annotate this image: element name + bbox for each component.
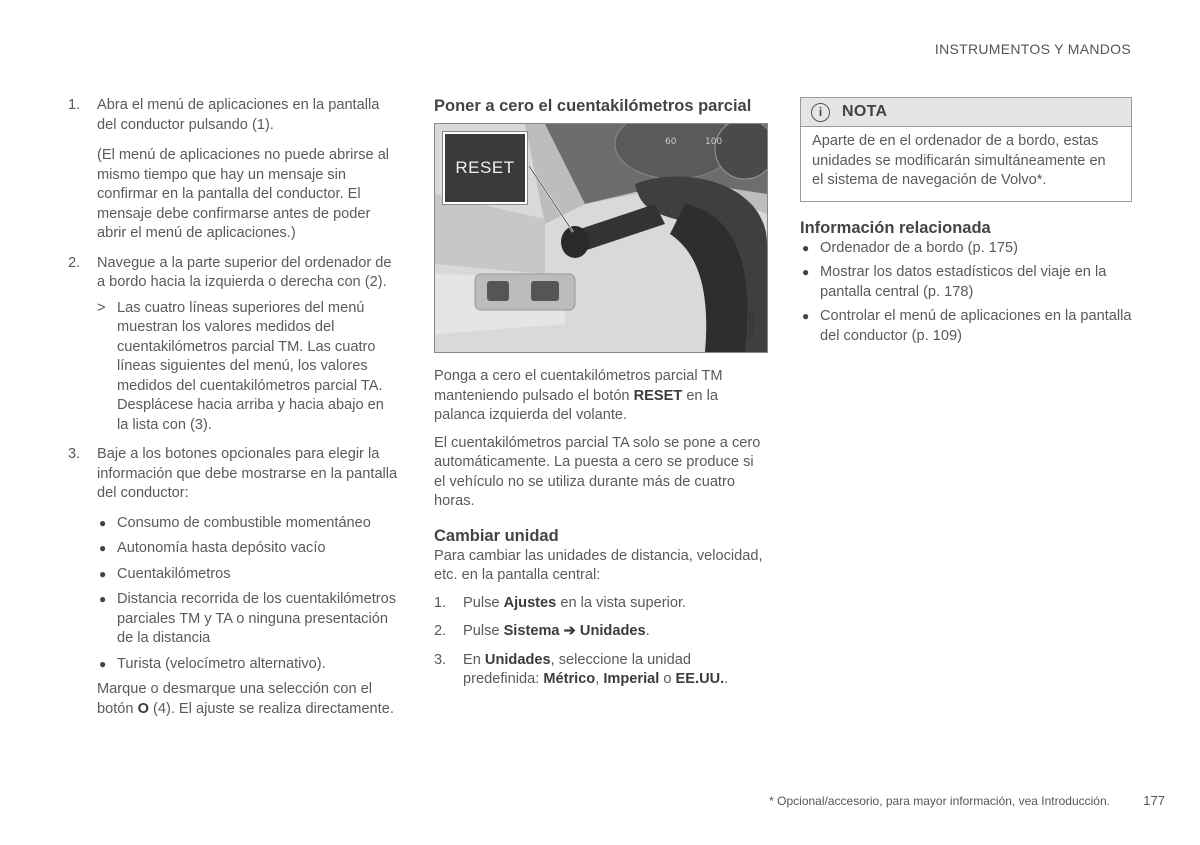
note-title: NOTA bbox=[842, 103, 888, 121]
imperial-option: Imperial bbox=[603, 671, 660, 687]
reset-figure bbox=[434, 123, 768, 353]
bullet-icon: ● bbox=[99, 515, 107, 530]
related-link[interactable]: ● Ordenador de a bordo (p. 175) bbox=[800, 239, 1132, 259]
step-1-note: (El menú de aplicaciones no puede abrirse al mismo tiempo que hay un mensaje sin confirmar en la pantalla del conductor. El mensaje debe confirmarse antes de poder abrir el menú de aplicaciones.) bbox=[97, 147, 390, 241]
bullet-icon: ● bbox=[802, 265, 810, 279]
list-item: ● Distancia recorrida de los cuentakilómetros parciales TM y TA o ninguna presentación de la distancia bbox=[99, 591, 397, 646]
step-1-text: Abra el menú de aplicaciones en la pantalla del conductor pulsando (1). bbox=[97, 97, 380, 133]
column-left bbox=[68, 96, 398, 729]
bullet-icon: ● bbox=[99, 656, 107, 671]
unit-step-1: 1. Pulse Ajustes en la vista superior. bbox=[434, 594, 687, 611]
step-2 bbox=[68, 254, 398, 436]
reset-button-callout: RESET bbox=[443, 132, 527, 204]
reset-paragraph: Ponga a cero el cuentakilómetros parcial TM manteniendo pulsado el botón RESET en la palanca izquierda del volante. bbox=[434, 368, 723, 423]
step-1-number: 1. bbox=[68, 97, 81, 113]
column-right bbox=[800, 96, 1132, 351]
step-3 bbox=[68, 445, 398, 719]
key-o: O bbox=[137, 700, 149, 717]
bullet-icon: ● bbox=[99, 566, 107, 581]
step-2-text: Navegue a la parte superior del ordenador de a bordo hacia la izquierda o derecha con (2). bbox=[97, 254, 392, 290]
bullet-icon: ● bbox=[99, 592, 107, 606]
list-item: ● Cuentakilómetros bbox=[97, 565, 398, 585]
step-2-result-text: Las cuatro líneas superiores del menú muestran los valores medidos del cuentakilómetros parcial TM. Las cuatro líneas siguientes del menú, los valores medidos del cuentakilómetros parcial TA. Desplácese hacia arriba y hacia abajo en la lista con (3). bbox=[117, 299, 384, 433]
ta-paragraph: El cuentakilómetros parcial TA solo se pone a cero automáticamente. La puesta a cero se produce si el vehículo no se utiliza durante más de cuatro horas. bbox=[434, 434, 761, 509]
step-1 bbox=[68, 96, 398, 244]
step-2-result bbox=[97, 299, 398, 436]
unit-heading: Cambiar unidad bbox=[434, 526, 559, 545]
list-item: ● Turista (velocímetro alternativo). bbox=[97, 655, 398, 675]
related-title: Información relacionada bbox=[800, 218, 991, 237]
metrico-option: Métrico bbox=[543, 671, 596, 687]
bullet-icon: ● bbox=[802, 240, 810, 255]
eeuu-option: EE.UU. bbox=[675, 671, 725, 687]
sistema-key: Sistema bbox=[503, 623, 560, 639]
result-marker: > bbox=[97, 299, 106, 316]
svg-text:100: 100 bbox=[705, 137, 723, 147]
bullet-icon: ● bbox=[99, 541, 107, 555]
note-box bbox=[800, 97, 1132, 202]
related-link[interactable]: ● Mostrar los datos estadísticos del viaje en la pantalla central (p. 178) bbox=[802, 264, 1107, 300]
list-item: ● Consumo de combustible momentáneo bbox=[97, 514, 398, 534]
unit-steps bbox=[434, 594, 768, 690]
unidades-key: Unidades bbox=[484, 651, 551, 668]
bullet-icon: ● bbox=[802, 309, 810, 323]
info-icon: i bbox=[811, 103, 830, 122]
reset-heading: Poner a cero el cuentakilómetros parcial bbox=[434, 97, 752, 115]
related-link[interactable]: ● Controlar el menú de aplicaciones en la pantalla del conductor (p. 109) bbox=[802, 308, 1132, 344]
option-list bbox=[97, 514, 398, 675]
note-text: Aparte de en el ordenador de a bordo, estas unidades se modificarán simultáneamente en el sistema de navegación de Volvo*. bbox=[812, 133, 1106, 188]
step-3-number: 3. bbox=[68, 446, 81, 462]
ajustes-key: Ajustes bbox=[503, 594, 557, 611]
column-middle bbox=[434, 96, 768, 699]
unit-step-3: 3. En Unidades, seleccione la unidad predefinida: Métrico, Imperial o EE.UU.. bbox=[434, 651, 729, 687]
svg-text:60: 60 bbox=[665, 137, 677, 147]
unidades-key: Unidades bbox=[579, 623, 646, 639]
page-number: 177 bbox=[1143, 793, 1165, 808]
step-3-text: Baje a los botones opcionales para elegir la información que debe mostrarse en la pantalla del conductor: bbox=[97, 446, 398, 501]
unit-intro: Para cambiar las unidades de distancia, velocidad, etc. en la pantalla central: bbox=[434, 547, 763, 583]
list-item: ● Autonomía hasta depósito vacío bbox=[97, 539, 398, 559]
related-list bbox=[800, 239, 1132, 347]
reset-key: RESET bbox=[633, 387, 683, 404]
footnote: * Opcional/accesorio, para mayor información, vea Introducción. bbox=[769, 794, 1110, 808]
unit-step-2: 2. Pulse Sistema ➔ Unidades. bbox=[434, 623, 650, 639]
closing-text: Marque o desmarque una selección con el botón O (4). El ajuste se realiza directamente. bbox=[97, 681, 394, 717]
figure-code: G051855 bbox=[748, 311, 756, 340]
section-header: INSTRUMENTOS Y MANDOS bbox=[934, 41, 1131, 57]
note-header bbox=[801, 98, 1131, 127]
arrow-right-icon: ➔ bbox=[563, 623, 576, 639]
step-2-number: 2. bbox=[68, 254, 81, 271]
